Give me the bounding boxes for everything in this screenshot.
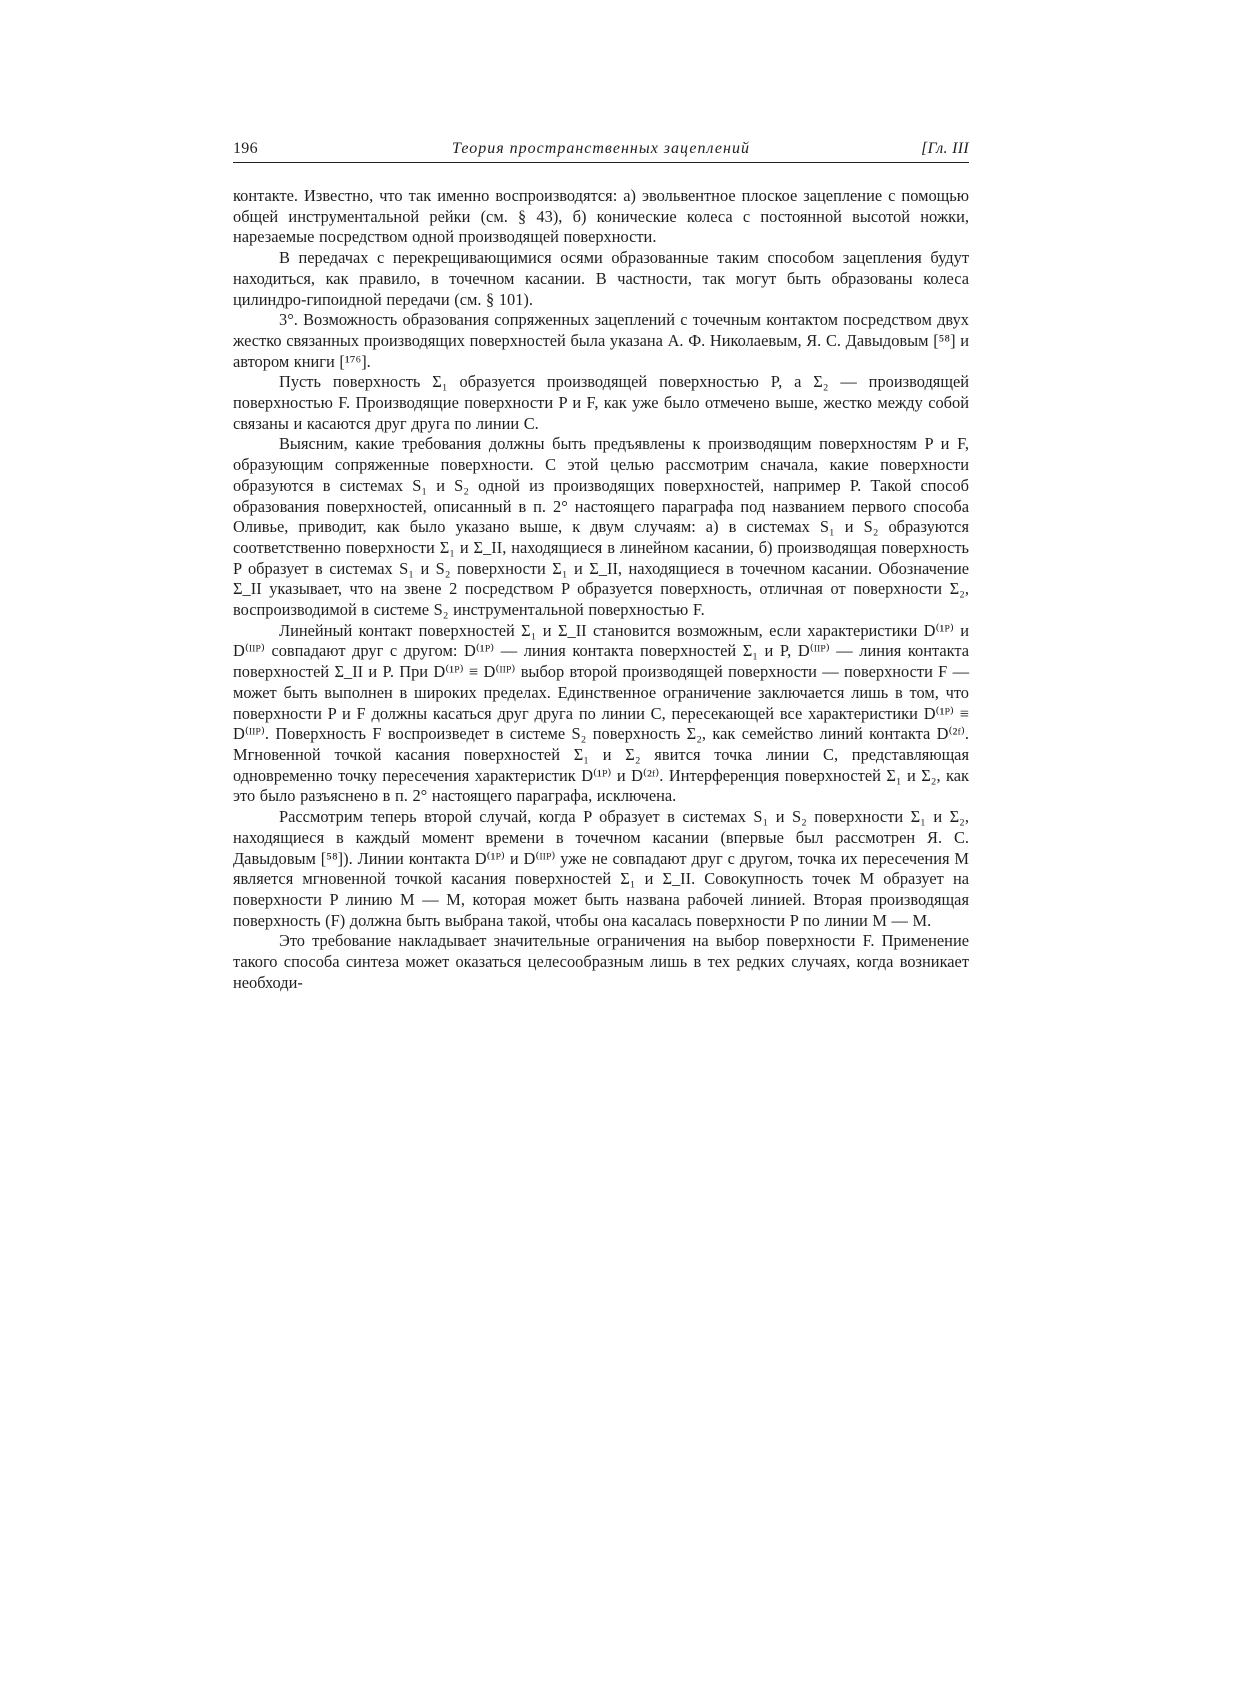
header-rule [233,162,969,163]
paragraph: Это требование накладывает значительные ограничения на выбор поверхности F. Применение такого способа синтеза может оказаться целесообразным лишь в тех редких случаях, когда возникает необходи- [233,931,969,992]
running-header [233,136,969,164]
paragraph: Рассмотрим теперь второй случай, когда P образует в системах S₁ и S₂ поверхности Σ₁ и Σ₂, находящиеся в каждый момент времени в точечном касании (впервые был рассмотрен Я. С. Давыдовым [⁵⁸]). Линии контакта D⁽¹ᴾ⁾ и D⁽ᴵᴵᴾ⁾ уже не совпадают друг с другом, точка их пересечения M является мгновенной точкой касания поверхностей Σ₁ и Σ_II. Совокупность точек M образует на поверхности P линию M — M, которая может быть названа рабочей линией. Вторая производящая поверхность (F) должна быть выбрана такой, чтобы она касалась поверхности P по линии M — M. [233,807,969,930]
paragraph: контакте. Известно, что так именно воспроизводятся: а) эвольвентное плоское зацепление с помощью общей инструментальной рейки (см. § 43), б) конические колеса с постоянной высотой ножки, нарезаемые посредством одной производящей поверхности. [233,186,969,247]
chapter-label: [Гл. III [921,140,969,157]
paragraph: В передачах с перекрещивающимися осями образованные таким способом зацепления будут находиться, как правило, в точечном касании. В частности, так могут быть образованы колеса цилиндро-гипоидной передачи (см. § 101). [233,248,969,309]
body-text [233,186,969,993]
paragraph: Выясним, какие требования должны быть предъявлены к производящим поверхностям P и F, образующим сопряженные поверхности. С этой целью рассмотрим сначала, какие поверхности образуются в системах S₁ и S₂ одной из производящих поверхностей, например P. Такой способ образования поверхностей, описанный в п. 2° настоящего параграфа под названием первого способа Оливье, приводит, как было указано выше, к двум случаям: а) в системах S₁ и S₂ образуются соответственно поверхности Σ₁ и Σ_II, находящиеся в линейном касании, б) производящая поверхность P образует в системах S₁ и S₂ поверхности Σ₁ и Σ_II, находящиеся в точечном касании. Обозначение Σ_II указывает, что на звене 2 посредством P образуется поверхность, отличная от поверхности Σ₂, воспроизводимой в системе S₂ инструментальной поверхностью F. [233,434,969,620]
paragraph: Пусть поверхность Σ₁ образуется производящей поверхностью P, а Σ₂ — производящей поверхностью F. Производящие поверхности P и F, как уже было отмечено выше, жестко между собой связаны и касаются друг друга по линии C. [233,372,969,433]
paragraph: Линейный контакт поверхностей Σ₁ и Σ_II становится возможным, если характеристики D⁽¹ᴾ⁾ и D⁽ᴵᴵᴾ⁾ совпадают друг с другом: D⁽¹ᴾ⁾ — линия контакта поверхностей Σ₁ и P, D⁽ᴵᴵᴾ⁾ — линия контакта поверхностей Σ_II и P. При D⁽¹ᴾ⁾ ≡ D⁽ᴵᴵᴾ⁾ выбор второй производящей поверхности — поверхности F — может быть выполнен в широких пределах. Единственное ограничение заключается лишь в том, что поверхности P и F должны касаться друг друга по линии C, пересекающей все характеристики D⁽¹ᴾ⁾ ≡ D⁽ᴵᴵᴾ⁾. Поверхность F воспроизведет в системе S₂ поверхность Σ₂, как семейство линий контакта D⁽²ᶠ⁾. Мгновенной точкой касания поверхностей Σ₁ и Σ₂ явится точка линии C, представляющая одновременно точку пересечения характеристик D⁽¹ᴾ⁾ и D⁽²ᶠ⁾. Интерференция поверхностей Σ₁ и Σ₂, как это было разъяснено в п. 2° настоящего параграфа, исключена. [233,620,969,806]
page-number: 196 [233,140,258,157]
paragraph: 3°. Возможность образования сопряженных зацеплений с точечным контактом посредством двух жестко связанных производящих поверхностей была указана А. Ф. Николаевым, Я. С. Давыдовым [⁵⁸] и автором книги [¹⁷⁶]. [233,310,969,371]
running-title: Теория пространственных зацеплений [452,140,750,157]
